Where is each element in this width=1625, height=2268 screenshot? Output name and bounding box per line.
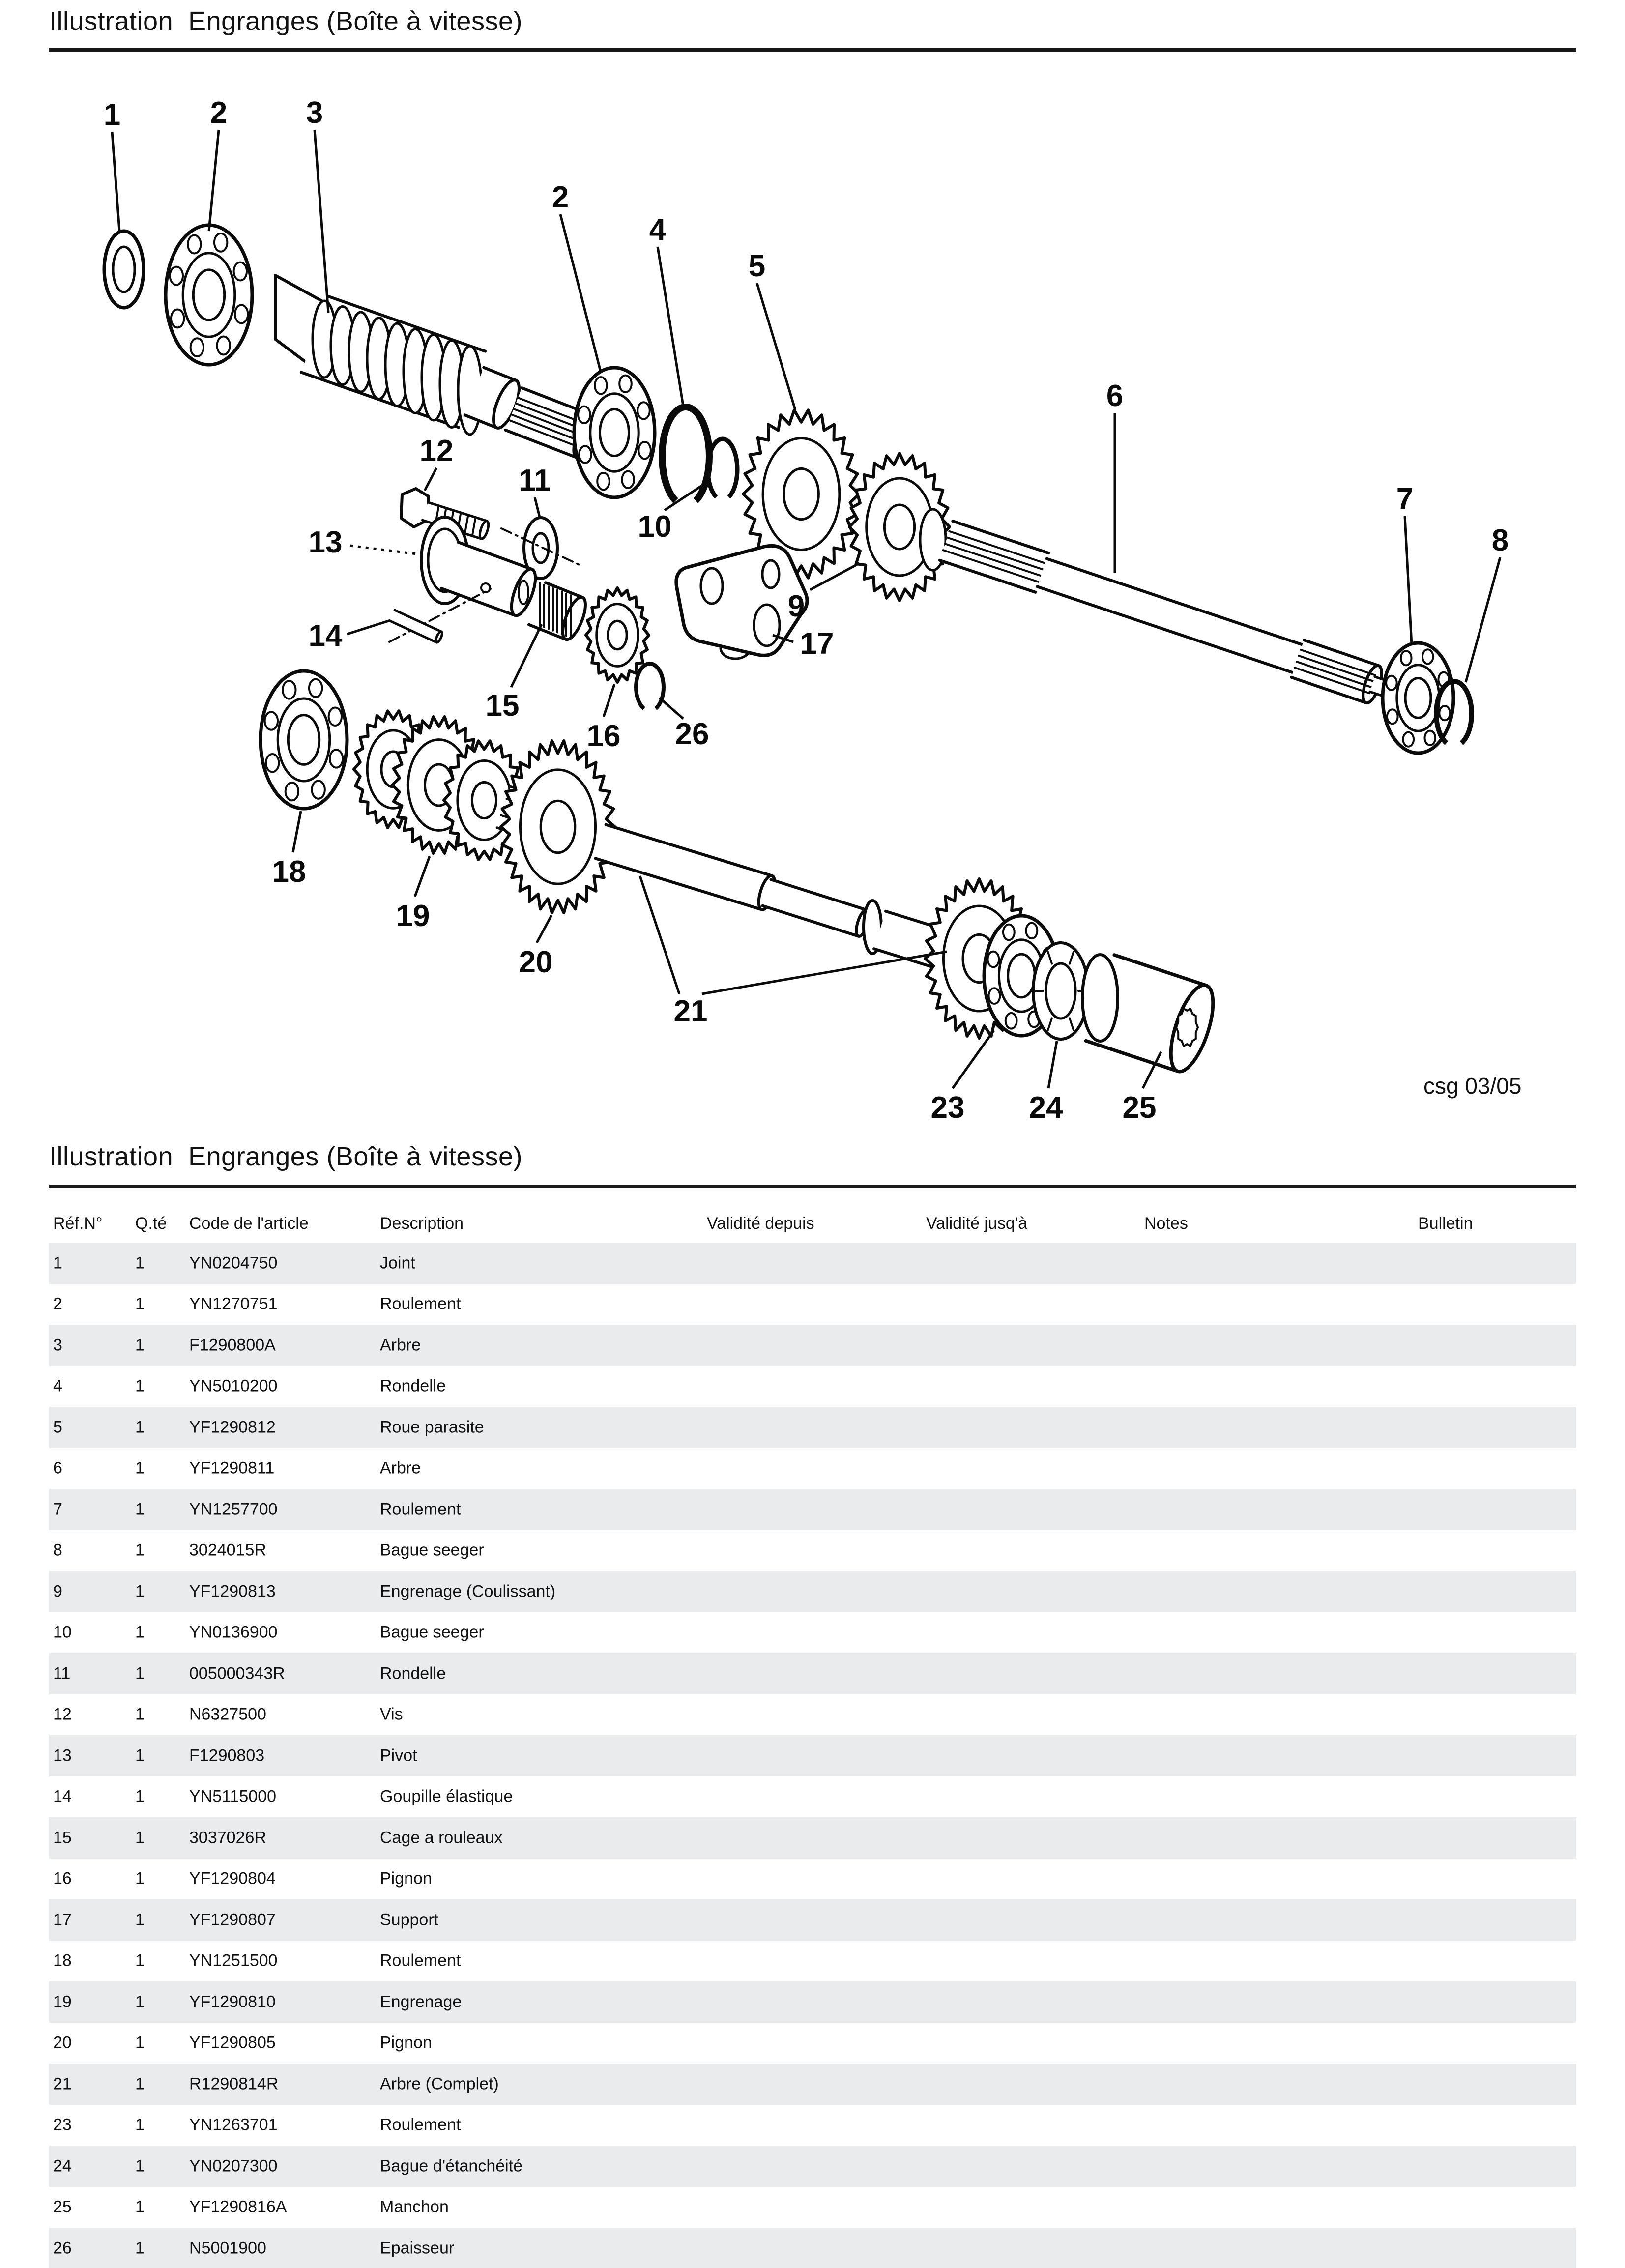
header-ref: Réf.N° xyxy=(53,1214,103,1233)
callout-leader-26 xyxy=(660,698,683,719)
cell-desc: Pivot xyxy=(380,1746,417,1765)
cell-code: YF1290804 xyxy=(189,1869,276,1888)
cell-code: YF1290807 xyxy=(189,1910,276,1929)
callout-leader-16 xyxy=(604,684,614,717)
cell-qty: 1 xyxy=(135,1992,145,2011)
cell-qty: 1 xyxy=(135,1541,145,1560)
callout-label-9: 9 xyxy=(787,589,805,623)
table-row xyxy=(49,1571,1576,1612)
cell-ref: 11 xyxy=(53,1664,71,1683)
cell-desc: Engrenage (Coulissant) xyxy=(380,1582,556,1601)
table-row xyxy=(49,2023,1576,2064)
table-section-title: Illustration Engranges (Boîte à vitesse) xyxy=(49,1142,522,1171)
cell-code: YN5115000 xyxy=(189,1787,277,1806)
callout-leader-15 xyxy=(511,624,542,687)
cell-desc: Roulement xyxy=(380,1500,461,1519)
callout-label-14: 14 xyxy=(308,619,343,653)
callout-label-2: 2 xyxy=(551,180,569,214)
cell-desc: Roulement xyxy=(380,2115,461,2134)
callout-label-19: 19 xyxy=(396,899,430,933)
callout-leader-21 xyxy=(640,876,679,994)
callout-leader-18 xyxy=(293,811,301,852)
figure-credit: csg 03/05 xyxy=(1423,1073,1522,1099)
cell-ref: 2 xyxy=(53,1294,62,1313)
callout-leader-19 xyxy=(415,856,430,897)
callout-leader-23 xyxy=(953,1030,994,1088)
header-valid-from: Validité depuis xyxy=(707,1214,814,1233)
table-row xyxy=(49,1735,1576,1776)
callout-label-24: 24 xyxy=(1029,1091,1063,1125)
callout-leader-12 xyxy=(425,468,436,491)
cell-qty: 1 xyxy=(135,2239,145,2258)
table-row xyxy=(49,1859,1576,1900)
cell-code: YN0207300 xyxy=(189,2156,278,2176)
cell-ref: 26 xyxy=(53,2239,72,2258)
cell-desc: Bague d'étanchéité xyxy=(380,2156,523,2176)
cell-code: YF1290805 xyxy=(189,2033,276,2052)
table-row xyxy=(49,1941,1576,1982)
cell-code: YN1257700 xyxy=(189,1500,278,1519)
cell-qty: 1 xyxy=(135,1828,145,1847)
cell-qty: 1 xyxy=(135,2197,145,2216)
cell-desc: Pignon xyxy=(380,2033,432,2052)
callout-label-15: 15 xyxy=(485,689,520,723)
table-row xyxy=(49,1817,1576,1859)
cell-desc: Engrenage xyxy=(380,1992,462,2011)
callout-label-12: 12 xyxy=(419,434,454,468)
cell-code: YN1270751 xyxy=(189,1294,278,1313)
cell-code: YF1290811 xyxy=(189,1458,275,1478)
gearbox-exploded-diagram xyxy=(0,0,1625,1131)
cell-code: YF1290810 xyxy=(189,1992,276,2011)
callout-label-2: 2 xyxy=(210,96,228,130)
page-title: Illustration Engranges (Boîte à vitesse) xyxy=(49,6,522,36)
cell-ref: 17 xyxy=(53,1910,72,1929)
cell-qty: 1 xyxy=(135,2156,145,2176)
callout-label-11: 11 xyxy=(519,464,551,497)
table-row xyxy=(49,1981,1576,2023)
callout-leader-4 xyxy=(658,247,683,406)
cell-ref: 20 xyxy=(53,2033,72,2052)
cell-ref: 3 xyxy=(53,1336,62,1355)
callout-leader-8 xyxy=(1466,557,1500,682)
cell-code: YN1263701 xyxy=(189,2115,278,2134)
callout-leader-13 xyxy=(350,546,421,554)
callout-label-21: 21 xyxy=(673,994,708,1028)
cell-desc: Pignon xyxy=(380,1869,432,1888)
cell-ref: 9 xyxy=(53,1582,62,1601)
cell-qty: 1 xyxy=(135,1418,145,1437)
cell-qty: 1 xyxy=(135,1910,145,1929)
cell-ref: 16 xyxy=(53,1869,72,1888)
parts-table xyxy=(49,1203,1576,2268)
cell-desc: Goupille élastique xyxy=(380,1787,513,1806)
table-body xyxy=(49,1243,1576,2268)
header-notes: Notes xyxy=(1144,1214,1188,1233)
cell-ref: 23 xyxy=(53,2115,72,2134)
cell-qty: 1 xyxy=(135,1294,145,1313)
cell-code: YN0136900 xyxy=(189,1623,278,1642)
callout-label-10: 10 xyxy=(638,510,672,544)
cell-ref: 4 xyxy=(53,1376,62,1396)
callout-leader-24 xyxy=(1048,1041,1057,1088)
callout-label-13: 13 xyxy=(308,525,343,559)
callout-leader-20 xyxy=(537,915,551,943)
table-row xyxy=(49,1899,1576,1941)
cell-code: YF1290813 xyxy=(189,1582,276,1601)
callout-label-18: 18 xyxy=(272,855,306,889)
cell-code: 3024015R xyxy=(189,1541,266,1560)
cell-qty: 1 xyxy=(135,1376,145,1396)
header-code: Code de l'article xyxy=(189,1214,309,1233)
table-row xyxy=(49,1530,1576,1571)
table-row xyxy=(49,1694,1576,1736)
cell-ref: 19 xyxy=(53,1992,72,2011)
table-row xyxy=(49,1653,1576,1694)
cell-desc: Vis xyxy=(380,1705,403,1724)
cell-ref: 24 xyxy=(53,2156,72,2176)
table-header-row xyxy=(49,1203,1576,1243)
table-row xyxy=(49,1366,1576,1407)
cell-ref: 13 xyxy=(53,1746,72,1765)
cell-ref: 18 xyxy=(53,1951,72,1970)
table-row xyxy=(49,1776,1576,1818)
cell-code: F1290800A xyxy=(189,1336,276,1355)
cell-qty: 1 xyxy=(135,1787,145,1806)
table-row xyxy=(49,2064,1576,2105)
callout-label-8: 8 xyxy=(1491,523,1509,557)
cell-desc: Cage a rouleaux xyxy=(380,1828,503,1847)
cell-code: YF1290816A xyxy=(189,2197,287,2216)
cell-code: 005000343R xyxy=(189,1664,285,1683)
cell-ref: 6 xyxy=(53,1458,62,1478)
header-valid-to: Validité jusq'à xyxy=(926,1214,1028,1233)
cell-qty: 1 xyxy=(135,1458,145,1478)
cell-qty: 1 xyxy=(135,2115,145,2134)
cell-desc: Epaisseur xyxy=(380,2239,455,2258)
cell-desc: Manchon xyxy=(380,2197,449,2216)
table-row xyxy=(49,1489,1576,1530)
callout-label-17: 17 xyxy=(800,627,834,661)
cell-code: YN5010200 xyxy=(189,1376,278,1396)
callout-leader-1 xyxy=(112,132,119,231)
table-row xyxy=(49,1284,1576,1325)
cell-ref: 10 xyxy=(53,1623,72,1642)
table-row xyxy=(49,2146,1576,2187)
cell-desc: Rondelle xyxy=(380,1664,446,1683)
cell-code: 3037026R xyxy=(189,1828,266,1847)
cell-qty: 1 xyxy=(135,1582,145,1601)
cell-desc: Roulement xyxy=(380,1951,461,1970)
cell-qty: 1 xyxy=(135,1705,145,1724)
header-desc: Description xyxy=(380,1214,464,1233)
cell-ref: 8 xyxy=(53,1541,62,1560)
table-row xyxy=(49,1407,1576,1448)
callout-label-7: 7 xyxy=(1396,482,1414,516)
cell-qty: 1 xyxy=(135,1869,145,1888)
cell-ref: 1 xyxy=(53,1253,62,1273)
cell-code: N5001900 xyxy=(189,2239,266,2258)
callout-leader-5 xyxy=(757,283,795,410)
cell-ref: 14 xyxy=(53,1787,72,1806)
cell-qty: 1 xyxy=(135,1664,145,1683)
callout-leader-2 xyxy=(209,130,219,231)
callout-leader-14 xyxy=(347,620,390,634)
cell-ref: 12 xyxy=(53,1705,72,1724)
cell-ref: 5 xyxy=(53,1418,62,1437)
cell-desc: Rondelle xyxy=(380,1376,446,1396)
callout-label-23: 23 xyxy=(930,1091,965,1125)
callout-label-25: 25 xyxy=(1122,1091,1157,1125)
callout-label-4: 4 xyxy=(649,213,667,247)
cell-code: YF1290812 xyxy=(189,1418,276,1437)
cell-desc: Roue parasite xyxy=(380,1418,484,1437)
cell-qty: 1 xyxy=(135,1336,145,1355)
callout-leader-2 xyxy=(560,214,601,372)
header-qty: Q.té xyxy=(135,1214,167,1233)
cell-desc: Bague seeger xyxy=(380,1541,484,1560)
cell-desc: Joint xyxy=(380,1253,415,1273)
table-row xyxy=(49,2105,1576,2146)
callout-label-3: 3 xyxy=(306,96,323,130)
callout-label-5: 5 xyxy=(748,249,766,283)
cell-ref: 21 xyxy=(53,2074,72,2094)
table-row xyxy=(49,2187,1576,2228)
cell-code: YN0204750 xyxy=(189,1253,278,1273)
cell-ref: 25 xyxy=(53,2197,72,2216)
table-row xyxy=(49,1612,1576,1654)
callout-label-16: 16 xyxy=(586,719,621,753)
cell-desc: Roulement xyxy=(380,1294,461,1313)
cell-desc: Support xyxy=(380,1910,439,1929)
callout-leader-7 xyxy=(1405,516,1412,645)
cell-desc: Bague seeger xyxy=(380,1623,484,1642)
cell-desc: Arbre (Complet) xyxy=(380,2074,499,2094)
cell-code: YN1251500 xyxy=(189,1951,278,1970)
callout-label-26: 26 xyxy=(675,717,709,751)
cell-desc: Arbre xyxy=(380,1336,421,1355)
table-row xyxy=(49,1243,1576,1284)
table-row xyxy=(49,2228,1576,2268)
callout-leader-21 xyxy=(702,952,947,994)
cell-ref: 15 xyxy=(53,1828,72,1847)
cell-qty: 1 xyxy=(135,1500,145,1519)
cell-ref: 7 xyxy=(53,1500,62,1519)
cell-code: F1290803 xyxy=(189,1746,265,1765)
callout-label-6: 6 xyxy=(1106,379,1124,413)
cell-code: R1290814R xyxy=(189,2074,279,2094)
cell-qty: 1 xyxy=(135,1746,145,1765)
cell-qty: 1 xyxy=(135,1623,145,1642)
cell-qty: 1 xyxy=(135,1951,145,1970)
table-row xyxy=(49,1325,1576,1366)
header-bulletin: Bulletin xyxy=(1418,1214,1473,1233)
callout-leader-11 xyxy=(535,497,540,517)
cell-code: N6327500 xyxy=(189,1705,266,1724)
table-title-rule xyxy=(49,1185,1576,1188)
table-row xyxy=(49,1448,1576,1489)
callout-label-20: 20 xyxy=(519,945,553,979)
cell-desc: Arbre xyxy=(380,1458,421,1478)
cell-qty: 1 xyxy=(135,1253,145,1273)
callout-leader-3 xyxy=(315,130,328,313)
cell-qty: 1 xyxy=(135,2074,145,2094)
callout-label-1: 1 xyxy=(103,98,121,132)
cell-qty: 1 xyxy=(135,2033,145,2052)
